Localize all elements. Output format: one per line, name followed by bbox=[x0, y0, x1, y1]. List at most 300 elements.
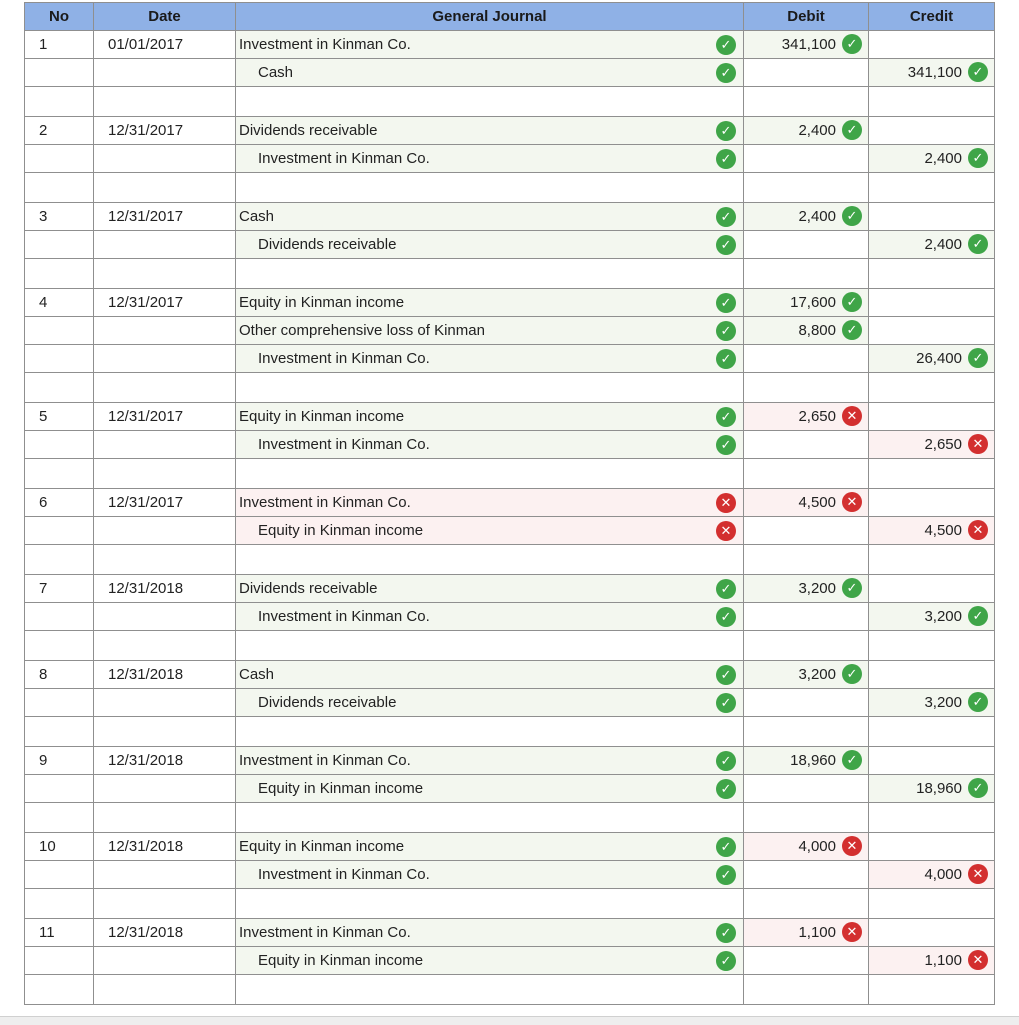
check-icon: ✓ bbox=[716, 579, 736, 599]
account-field[interactable] bbox=[236, 889, 744, 919]
debit-field[interactable] bbox=[744, 575, 869, 603]
account-field[interactable] bbox=[236, 431, 744, 459]
debit-amount: 3,200 bbox=[798, 580, 836, 597]
account-field[interactable] bbox=[236, 259, 744, 289]
entry-date bbox=[94, 59, 236, 87]
account-name: Equity in Kinman income bbox=[239, 838, 405, 855]
debit-field[interactable] bbox=[744, 173, 869, 203]
journal-line-row bbox=[25, 317, 995, 345]
check-icon: ✓ bbox=[716, 751, 736, 771]
check-icon: ✓ bbox=[968, 234, 988, 254]
check-icon: ✓ bbox=[716, 435, 736, 455]
account-name: Investment in Kinman Co. bbox=[239, 924, 411, 941]
debit-field[interactable] bbox=[744, 803, 869, 833]
credit-field[interactable] bbox=[869, 575, 995, 603]
debit-field[interactable] bbox=[744, 975, 869, 1005]
debit-amount: 1,100 bbox=[798, 924, 836, 941]
debit-amount: 3,200 bbox=[798, 666, 836, 683]
account-field[interactable] bbox=[236, 289, 744, 317]
credit-field[interactable] bbox=[869, 231, 995, 259]
journal-line-row bbox=[25, 145, 995, 173]
entry-number: 6 bbox=[25, 489, 94, 517]
check-icon: ✓ bbox=[968, 606, 988, 626]
entry-date bbox=[94, 889, 236, 919]
credit-field[interactable] bbox=[869, 947, 995, 975]
debit-field[interactable] bbox=[744, 373, 869, 403]
spacer-row bbox=[25, 373, 995, 403]
debit-amount-group bbox=[798, 321, 862, 341]
check-icon: ✓ bbox=[716, 121, 736, 141]
account-name: Investment in Kinman Co. bbox=[239, 36, 411, 53]
account-name: Other comprehensive loss of Kinman bbox=[239, 322, 485, 339]
entry-number bbox=[25, 775, 94, 803]
check-icon: ✓ bbox=[842, 292, 862, 312]
debit-field[interactable] bbox=[744, 545, 869, 575]
check-icon: ✓ bbox=[842, 120, 862, 140]
header-debit: Debit bbox=[744, 3, 869, 31]
debit-amount-group bbox=[790, 751, 862, 771]
credit-field[interactable] bbox=[869, 747, 995, 775]
debit-field[interactable] bbox=[744, 203, 869, 231]
credit-field[interactable] bbox=[869, 117, 995, 145]
entry-number bbox=[25, 173, 94, 203]
check-icon: ✓ bbox=[716, 149, 736, 169]
credit-amount-group bbox=[916, 779, 988, 799]
check-icon: ✓ bbox=[842, 34, 862, 54]
account-name: Equity in Kinman income bbox=[258, 952, 424, 969]
credit-amount: 18,960 bbox=[916, 780, 962, 797]
credit-field[interactable] bbox=[869, 603, 995, 631]
journal-line-row bbox=[25, 747, 995, 775]
account-field[interactable] bbox=[236, 87, 744, 117]
entry-number: 4 bbox=[25, 289, 94, 317]
spacer-row bbox=[25, 545, 995, 575]
account-name: Dividends receivable bbox=[258, 694, 397, 711]
check-icon: ✓ bbox=[716, 293, 736, 313]
entry-number bbox=[25, 373, 94, 403]
account-field[interactable] bbox=[236, 747, 744, 775]
entry-number bbox=[25, 459, 94, 489]
account-name: Investment in Kinman Co. bbox=[239, 494, 411, 511]
credit-field[interactable] bbox=[869, 803, 995, 833]
check-icon: ✓ bbox=[842, 750, 862, 770]
credit-field[interactable] bbox=[869, 775, 995, 803]
journal-line-row bbox=[25, 947, 995, 975]
account-field[interactable] bbox=[236, 803, 744, 833]
journal-line-row bbox=[25, 59, 995, 87]
account-field[interactable] bbox=[236, 345, 744, 373]
entry-date bbox=[94, 861, 236, 889]
credit-field[interactable] bbox=[869, 59, 995, 87]
header-no: No bbox=[25, 3, 94, 31]
account-name: Investment in Kinman Co. bbox=[258, 436, 430, 453]
debit-amount-group bbox=[798, 923, 862, 943]
spacer-row bbox=[25, 803, 995, 833]
credit-field[interactable] bbox=[869, 259, 995, 289]
check-icon: ✓ bbox=[716, 321, 736, 341]
entry-date: 01/01/2017 bbox=[94, 31, 236, 59]
entry-number bbox=[25, 87, 94, 117]
entry-date bbox=[94, 145, 236, 173]
entry-number: 2 bbox=[25, 117, 94, 145]
credit-amount: 1,100 bbox=[924, 952, 962, 969]
credit-field[interactable] bbox=[869, 975, 995, 1005]
debit-field[interactable] bbox=[744, 289, 869, 317]
journal-line-row bbox=[25, 345, 995, 373]
entry-number bbox=[25, 947, 94, 975]
journal-line-row bbox=[25, 203, 995, 231]
entry-date: 12/31/2017 bbox=[94, 117, 236, 145]
debit-amount-group bbox=[798, 665, 862, 685]
x-icon: ✕ bbox=[842, 836, 862, 856]
check-icon: ✓ bbox=[842, 206, 862, 226]
debit-field[interactable] bbox=[744, 889, 869, 919]
account-field[interactable] bbox=[236, 145, 744, 173]
debit-amount: 4,500 bbox=[798, 494, 836, 511]
credit-field[interactable] bbox=[869, 919, 995, 947]
entry-date bbox=[94, 259, 236, 289]
entry-number bbox=[25, 631, 94, 661]
x-icon: ✕ bbox=[968, 950, 988, 970]
check-icon: ✓ bbox=[716, 607, 736, 627]
entry-date bbox=[94, 803, 236, 833]
account-field[interactable] bbox=[236, 689, 744, 717]
entry-number: 10 bbox=[25, 833, 94, 861]
x-icon: ✕ bbox=[968, 520, 988, 540]
debit-field[interactable] bbox=[744, 775, 869, 803]
credit-field[interactable] bbox=[869, 489, 995, 517]
account-name: Dividends receivable bbox=[258, 236, 397, 253]
credit-field[interactable] bbox=[869, 373, 995, 403]
debit-amount: 8,800 bbox=[798, 322, 836, 339]
x-icon: ✕ bbox=[716, 521, 736, 541]
journal-line-row bbox=[25, 403, 995, 431]
x-icon: ✕ bbox=[716, 493, 736, 513]
check-icon: ✓ bbox=[716, 207, 736, 227]
credit-amount-group bbox=[924, 693, 988, 713]
entry-number: 5 bbox=[25, 403, 94, 431]
debit-amount-group bbox=[798, 493, 862, 513]
entry-date: 12/31/2017 bbox=[94, 289, 236, 317]
debit-field[interactable] bbox=[744, 345, 869, 373]
journal-line-row bbox=[25, 517, 995, 545]
credit-field[interactable] bbox=[869, 545, 995, 575]
credit-field[interactable] bbox=[869, 631, 995, 661]
entry-number bbox=[25, 59, 94, 87]
check-icon: ✓ bbox=[716, 923, 736, 943]
credit-amount: 2,650 bbox=[924, 436, 962, 453]
credit-field[interactable] bbox=[869, 861, 995, 889]
entry-date: 12/31/2017 bbox=[94, 203, 236, 231]
account-field[interactable] bbox=[236, 919, 744, 947]
credit-field[interactable] bbox=[869, 661, 995, 689]
check-icon: ✓ bbox=[716, 951, 736, 971]
credit-field[interactable] bbox=[869, 689, 995, 717]
credit-field[interactable] bbox=[869, 833, 995, 861]
journal-line-row bbox=[25, 431, 995, 459]
account-field[interactable] bbox=[236, 373, 744, 403]
check-icon: ✓ bbox=[716, 837, 736, 857]
entry-number: 8 bbox=[25, 661, 94, 689]
debit-field[interactable] bbox=[744, 59, 869, 87]
debit-field[interactable] bbox=[744, 489, 869, 517]
check-icon: ✓ bbox=[716, 693, 736, 713]
entry-number bbox=[25, 259, 94, 289]
entry-date bbox=[94, 231, 236, 259]
debit-amount: 341,100 bbox=[781, 36, 836, 53]
credit-field[interactable] bbox=[869, 31, 995, 59]
entry-number bbox=[25, 689, 94, 717]
account-field[interactable] bbox=[236, 861, 744, 889]
journal-line-row bbox=[25, 775, 995, 803]
entry-number: 11 bbox=[25, 919, 94, 947]
entry-number bbox=[25, 317, 94, 345]
check-icon: ✓ bbox=[842, 320, 862, 340]
entry-number bbox=[25, 431, 94, 459]
debit-amount-group bbox=[798, 407, 862, 427]
debit-field[interactable] bbox=[744, 717, 869, 747]
credit-amount: 341,100 bbox=[907, 64, 962, 81]
debit-amount: 2,650 bbox=[798, 408, 836, 425]
credit-field[interactable] bbox=[869, 459, 995, 489]
debit-field[interactable] bbox=[744, 459, 869, 489]
check-icon: ✓ bbox=[716, 779, 736, 799]
entry-date bbox=[94, 631, 236, 661]
debit-field[interactable] bbox=[744, 431, 869, 459]
account-field[interactable] bbox=[236, 833, 744, 861]
credit-amount-group bbox=[924, 149, 988, 169]
entry-number: 7 bbox=[25, 575, 94, 603]
debit-amount: 4,000 bbox=[798, 838, 836, 855]
debit-field[interactable] bbox=[744, 631, 869, 661]
account-field[interactable] bbox=[236, 203, 744, 231]
credit-field[interactable] bbox=[869, 317, 995, 345]
credit-field[interactable] bbox=[869, 403, 995, 431]
entry-date bbox=[94, 775, 236, 803]
check-icon: ✓ bbox=[716, 35, 736, 55]
entry-number bbox=[25, 717, 94, 747]
header-row bbox=[25, 3, 995, 31]
account-name: Investment in Kinman Co. bbox=[258, 866, 430, 883]
debit-field[interactable] bbox=[744, 747, 869, 775]
entry-number bbox=[25, 545, 94, 575]
account-name: Investment in Kinman Co. bbox=[239, 752, 411, 769]
account-field[interactable] bbox=[236, 575, 744, 603]
account-name: Equity in Kinman income bbox=[239, 294, 405, 311]
header-general-journal: General Journal bbox=[236, 3, 744, 31]
account-field[interactable] bbox=[236, 603, 744, 631]
x-icon: ✕ bbox=[842, 406, 862, 426]
spacer-row bbox=[25, 889, 995, 919]
credit-amount: 3,200 bbox=[924, 608, 962, 625]
credit-amount-group bbox=[924, 607, 988, 627]
spacer-row bbox=[25, 259, 995, 289]
debit-amount: 2,400 bbox=[798, 122, 836, 139]
account-field[interactable] bbox=[236, 775, 744, 803]
debit-field[interactable] bbox=[744, 603, 869, 631]
spacer-row bbox=[25, 459, 995, 489]
credit-amount-group bbox=[924, 521, 988, 541]
journal-line-row bbox=[25, 833, 995, 861]
credit-field[interactable] bbox=[869, 717, 995, 747]
debit-amount-group bbox=[798, 837, 862, 857]
journal-line-row bbox=[25, 117, 995, 145]
entry-date bbox=[94, 345, 236, 373]
account-field[interactable] bbox=[236, 975, 744, 1005]
check-icon: ✓ bbox=[716, 349, 736, 369]
entry-date bbox=[94, 717, 236, 747]
entry-number bbox=[25, 975, 94, 1005]
account-name: Equity in Kinman income bbox=[239, 408, 405, 425]
debit-amount-group bbox=[798, 207, 862, 227]
debit-amount-group bbox=[782, 35, 862, 55]
account-field[interactable] bbox=[236, 517, 744, 545]
spacer-row bbox=[25, 717, 995, 747]
account-field[interactable] bbox=[236, 947, 744, 975]
check-icon: ✓ bbox=[716, 63, 736, 83]
check-icon: ✓ bbox=[842, 578, 862, 598]
entry-date bbox=[94, 947, 236, 975]
credit-amount-group bbox=[916, 349, 988, 369]
journal-line-row bbox=[25, 575, 995, 603]
spacer-row bbox=[25, 173, 995, 203]
debit-field[interactable] bbox=[744, 231, 869, 259]
entry-date: 12/31/2018 bbox=[94, 747, 236, 775]
account-name: Cash bbox=[258, 64, 294, 81]
check-icon: ✓ bbox=[716, 665, 736, 685]
account-field[interactable] bbox=[236, 317, 744, 345]
spacer-row bbox=[25, 87, 995, 117]
entry-number: 1 bbox=[25, 31, 94, 59]
account-field[interactable] bbox=[236, 631, 744, 661]
entry-date bbox=[94, 689, 236, 717]
credit-amount: 26,400 bbox=[916, 350, 962, 367]
journal-body bbox=[25, 31, 995, 1005]
account-field[interactable] bbox=[236, 59, 744, 87]
debit-field[interactable] bbox=[744, 117, 869, 145]
credit-field[interactable] bbox=[869, 517, 995, 545]
account-field[interactable] bbox=[236, 545, 744, 575]
credit-field[interactable] bbox=[869, 203, 995, 231]
credit-field[interactable] bbox=[869, 345, 995, 373]
account-name: Dividends receivable bbox=[239, 122, 378, 139]
debit-field[interactable] bbox=[744, 87, 869, 117]
entry-number bbox=[25, 803, 94, 833]
entry-date bbox=[94, 87, 236, 117]
account-name: Equity in Kinman income bbox=[258, 522, 424, 539]
account-field[interactable] bbox=[236, 31, 744, 59]
debit-amount: 17,600 bbox=[790, 294, 836, 311]
entry-date: 12/31/2017 bbox=[94, 403, 236, 431]
account-field[interactable] bbox=[236, 717, 744, 747]
debit-field[interactable] bbox=[744, 517, 869, 545]
entry-number bbox=[25, 145, 94, 173]
credit-field[interactable] bbox=[869, 289, 995, 317]
debit-amount-group bbox=[798, 121, 862, 141]
credit-amount: 4,500 bbox=[924, 522, 962, 539]
debit-field[interactable] bbox=[744, 689, 869, 717]
debit-field[interactable] bbox=[744, 947, 869, 975]
journal-line-row bbox=[25, 31, 995, 59]
debit-field[interactable] bbox=[744, 31, 869, 59]
debit-field[interactable] bbox=[744, 833, 869, 861]
header-credit: Credit bbox=[869, 3, 995, 31]
x-icon: ✕ bbox=[842, 492, 862, 512]
entry-date: 12/31/2018 bbox=[94, 919, 236, 947]
entry-date bbox=[94, 975, 236, 1005]
credit-field[interactable] bbox=[869, 173, 995, 203]
debit-field[interactable] bbox=[744, 317, 869, 345]
account-field[interactable] bbox=[236, 403, 744, 431]
entry-date: 12/31/2017 bbox=[94, 489, 236, 517]
credit-amount: 2,400 bbox=[924, 236, 962, 253]
account-name: Investment in Kinman Co. bbox=[258, 608, 430, 625]
account-name: Investment in Kinman Co. bbox=[258, 350, 430, 367]
entry-number bbox=[25, 889, 94, 919]
entry-number bbox=[25, 231, 94, 259]
spacer-row bbox=[25, 631, 995, 661]
credit-field[interactable] bbox=[869, 889, 995, 919]
journal-line-row bbox=[25, 489, 995, 517]
account-field[interactable] bbox=[236, 489, 744, 517]
entry-date bbox=[94, 431, 236, 459]
debit-field[interactable] bbox=[744, 861, 869, 889]
entry-date bbox=[94, 603, 236, 631]
debit-amount-group bbox=[798, 579, 862, 599]
debit-field[interactable] bbox=[744, 403, 869, 431]
debit-field[interactable] bbox=[744, 145, 869, 173]
account-field[interactable] bbox=[236, 173, 744, 203]
debit-amount: 2,400 bbox=[798, 208, 836, 225]
header-date: Date bbox=[94, 3, 236, 31]
debit-amount-group bbox=[790, 293, 862, 313]
debit-field[interactable] bbox=[744, 661, 869, 689]
check-icon: ✓ bbox=[842, 664, 862, 684]
debit-field[interactable] bbox=[744, 259, 869, 289]
credit-field[interactable] bbox=[869, 431, 995, 459]
credit-field[interactable] bbox=[869, 87, 995, 117]
account-field[interactable] bbox=[236, 117, 744, 145]
journal-table-container bbox=[24, 2, 995, 1005]
check-icon: ✓ bbox=[968, 62, 988, 82]
entry-date: 12/31/2018 bbox=[94, 661, 236, 689]
account-name: Cash bbox=[239, 666, 275, 683]
account-field[interactable] bbox=[236, 459, 744, 489]
check-icon: ✓ bbox=[968, 148, 988, 168]
account-field[interactable] bbox=[236, 231, 744, 259]
account-name: Investment in Kinman Co. bbox=[258, 150, 430, 167]
credit-amount-group bbox=[924, 951, 988, 971]
credit-amount: 3,200 bbox=[924, 694, 962, 711]
entry-date bbox=[94, 173, 236, 203]
entry-number bbox=[25, 345, 94, 373]
credit-amount-group bbox=[924, 435, 988, 455]
entry-date bbox=[94, 317, 236, 345]
debit-field[interactable] bbox=[744, 919, 869, 947]
check-icon: ✓ bbox=[716, 865, 736, 885]
entry-date: 12/31/2018 bbox=[94, 575, 236, 603]
credit-amount-group bbox=[908, 63, 988, 83]
entry-number bbox=[25, 603, 94, 631]
journal-line-row bbox=[25, 231, 995, 259]
credit-amount: 4,000 bbox=[924, 866, 962, 883]
entry-date bbox=[94, 545, 236, 575]
journal-line-row bbox=[25, 861, 995, 889]
check-icon: ✓ bbox=[716, 235, 736, 255]
account-field[interactable] bbox=[236, 661, 744, 689]
spacer-row bbox=[25, 975, 995, 1005]
credit-field[interactable] bbox=[869, 145, 995, 173]
